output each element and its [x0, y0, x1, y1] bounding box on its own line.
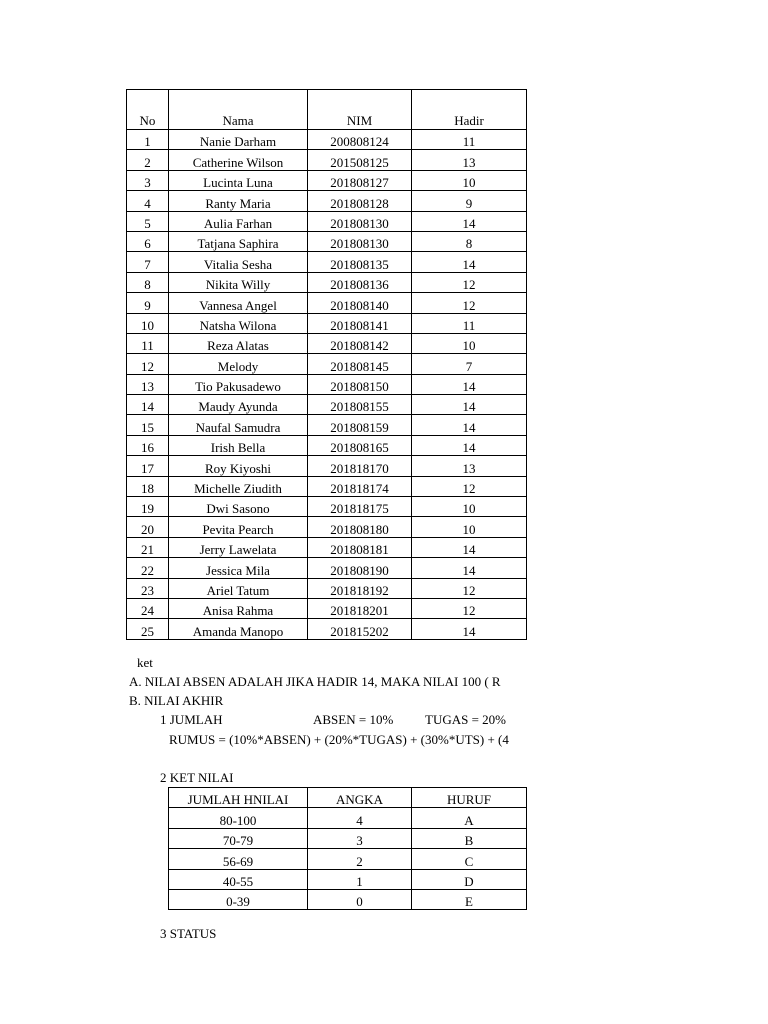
cell-nama: Anisa Rahma — [169, 598, 308, 618]
cell-no: 23 — [127, 578, 169, 598]
cell-hadir: 13 — [412, 150, 527, 170]
cell-nim: 201818174 — [308, 476, 412, 496]
cell-no: 20 — [127, 517, 169, 537]
cell-hadir: 13 — [412, 456, 527, 476]
cell-nama: Pevita Pearch — [169, 517, 308, 537]
cell-nama: Melody — [169, 354, 308, 374]
cell-no: 25 — [127, 619, 169, 639]
cell-hadir: 14 — [412, 537, 527, 557]
cell-hadir: 10 — [412, 497, 527, 517]
cell-nama: Maudy Ayunda — [169, 395, 308, 415]
cell-angka: 0 — [308, 889, 412, 909]
table-row — [169, 889, 527, 909]
cell-no: 1 — [127, 130, 169, 150]
cell-no: 7 — [127, 252, 169, 272]
cell-nim: 201808155 — [308, 395, 412, 415]
table-row — [169, 828, 527, 848]
cell-nim: 201818201 — [308, 598, 412, 618]
cell-hadir: 14 — [412, 374, 527, 394]
cell-jumlah-nilai: 0-39 — [169, 889, 308, 909]
cell-nama: Vannesa Angel — [169, 293, 308, 313]
cell-hadir: 9 — [412, 191, 527, 211]
table-row — [169, 869, 527, 889]
cell-nim: 201815202 — [308, 619, 412, 639]
cell-nama: Jerry Lawelata — [169, 537, 308, 557]
table-row — [127, 211, 527, 231]
cell-nim: 201808136 — [308, 272, 412, 292]
table-row — [127, 537, 527, 557]
cell-nama: Tatjana Saphira — [169, 231, 308, 251]
table-row — [127, 313, 527, 333]
cell-nim: 201808130 — [308, 231, 412, 251]
jumlah-label: 1 JUMLAH — [160, 712, 223, 727]
cell-nim: 201808135 — [308, 252, 412, 272]
table-row — [127, 252, 527, 272]
table-row — [127, 374, 527, 394]
cell-hadir: 14 — [412, 619, 527, 639]
cell-no: 4 — [127, 191, 169, 211]
table-row — [127, 191, 527, 211]
students-header-row — [127, 90, 527, 130]
cell-no: 22 — [127, 558, 169, 578]
table-row — [127, 619, 527, 639]
cell-nama: Michelle Ziudith — [169, 476, 308, 496]
table-row — [127, 456, 527, 476]
cell-hadir: 12 — [412, 476, 527, 496]
header-nim: NIM — [308, 90, 412, 130]
cell-nim: 200808124 — [308, 130, 412, 150]
table-row — [127, 558, 527, 578]
cell-nim: 201808130 — [308, 211, 412, 231]
table-row — [127, 293, 527, 313]
cell-angka: 3 — [308, 828, 412, 848]
cell-angka: 1 — [308, 869, 412, 889]
cell-no: 9 — [127, 293, 169, 313]
cell-hadir: 11 — [412, 313, 527, 333]
cell-nim: 201808140 — [308, 293, 412, 313]
cell-nim: 201808142 — [308, 333, 412, 353]
table-row — [127, 354, 527, 374]
cell-hadir: 14 — [412, 252, 527, 272]
cell-hadir: 7 — [412, 354, 527, 374]
cell-jumlah-nilai: 56-69 — [169, 849, 308, 869]
cell-nama: Ariel Tatum — [169, 578, 308, 598]
cell-hadir: 10 — [412, 517, 527, 537]
cell-jumlah-nilai: 80-100 — [169, 808, 308, 828]
cell-nim: 201808181 — [308, 537, 412, 557]
tugas-weight: TUGAS = 20% — [425, 712, 506, 727]
table-row — [127, 231, 527, 251]
note-line-a: A. NILAI ABSEN ADALAH JIKA HADIR 14, MAKA NILAI 100 ( R — [129, 674, 501, 689]
header-angka: ANGKA — [308, 788, 412, 808]
cell-nim: 201808165 — [308, 435, 412, 455]
table-row — [127, 272, 527, 292]
cell-no: 11 — [127, 333, 169, 353]
cell-no: 12 — [127, 354, 169, 374]
cell-no: 18 — [127, 476, 169, 496]
ket-nilai-label: 2 KET NILAI — [160, 770, 234, 785]
cell-nama: Jessica Mila — [169, 558, 308, 578]
cell-hadir: 12 — [412, 272, 527, 292]
cell-no: 2 — [127, 150, 169, 170]
cell-no: 8 — [127, 272, 169, 292]
header-no: No — [127, 90, 169, 130]
rumus-formula: RUMUS = (10%*ABSEN) + (20%*TUGAS) + (30%*UTS) + (4 — [169, 732, 509, 747]
cell-no: 10 — [127, 313, 169, 333]
cell-nim: 201818170 — [308, 456, 412, 476]
cell-nim: 201808145 — [308, 354, 412, 374]
status-label: 3 STATUS — [160, 926, 217, 941]
cell-nama: Naufal Samudra — [169, 415, 308, 435]
cell-nama: Nanie Darham — [169, 130, 308, 150]
cell-hadir: 14 — [412, 415, 527, 435]
cell-nama: Aulia Farhan — [169, 211, 308, 231]
cell-no: 24 — [127, 598, 169, 618]
cell-no: 13 — [127, 374, 169, 394]
cell-nama: Amanda Manopo — [169, 619, 308, 639]
grades-table — [168, 787, 527, 910]
table-row — [127, 598, 527, 618]
cell-nama: Catherine Wilson — [169, 150, 308, 170]
cell-nim: 201818192 — [308, 578, 412, 598]
students-table-body — [127, 130, 527, 640]
cell-hadir: 8 — [412, 231, 527, 251]
cell-angka: 4 — [308, 808, 412, 828]
ket-label: ket — [137, 655, 153, 670]
cell-no: 5 — [127, 211, 169, 231]
table-row — [127, 333, 527, 353]
table-row — [127, 170, 527, 190]
cell-hadir: 10 — [412, 170, 527, 190]
cell-no: 15 — [127, 415, 169, 435]
cell-jumlah-nilai: 70-79 — [169, 828, 308, 848]
cell-hadir: 11 — [412, 130, 527, 150]
cell-hadir: 12 — [412, 598, 527, 618]
cell-no: 6 — [127, 231, 169, 251]
grades-table-body — [169, 808, 527, 910]
cell-nama: Roy Kiyoshi — [169, 456, 308, 476]
table-row — [127, 415, 527, 435]
header-nama: Nama — [169, 90, 308, 130]
cell-hadir: 12 — [412, 578, 527, 598]
cell-nama: Dwi Sasono — [169, 497, 308, 517]
cell-huruf: C — [412, 849, 527, 869]
table-row — [127, 517, 527, 537]
table-row — [127, 476, 527, 496]
cell-nim: 201808150 — [308, 374, 412, 394]
cell-no: 14 — [127, 395, 169, 415]
students-table — [126, 89, 527, 640]
cell-nama: Tio Pakusadewo — [169, 374, 308, 394]
cell-nim: 201808141 — [308, 313, 412, 333]
table-row — [127, 395, 527, 415]
table-row — [127, 578, 527, 598]
table-row — [127, 435, 527, 455]
cell-nim: 201808190 — [308, 558, 412, 578]
cell-jumlah-nilai: 40-55 — [169, 869, 308, 889]
grades-header-row — [169, 788, 527, 808]
cell-nama: Natsha Wilona — [169, 313, 308, 333]
table-row — [127, 130, 527, 150]
table-row — [127, 150, 527, 170]
table-row — [127, 497, 527, 517]
cell-huruf: D — [412, 869, 527, 889]
cell-nim: 201818175 — [308, 497, 412, 517]
table-row — [169, 849, 527, 869]
cell-huruf: B — [412, 828, 527, 848]
cell-no: 3 — [127, 170, 169, 190]
header-hadir: Hadir — [412, 90, 527, 130]
cell-hadir: 10 — [412, 333, 527, 353]
cell-nama: Reza Alatas — [169, 333, 308, 353]
cell-huruf: A — [412, 808, 527, 828]
cell-hadir: 14 — [412, 558, 527, 578]
cell-hadir: 14 — [412, 395, 527, 415]
absen-weight: ABSEN = 10% — [313, 712, 394, 727]
note-line-b: B. NILAI AKHIR — [129, 693, 224, 708]
cell-no: 19 — [127, 497, 169, 517]
cell-nama: Ranty Maria — [169, 191, 308, 211]
cell-nama: Vitalia Sesha — [169, 252, 308, 272]
table-row — [169, 808, 527, 828]
cell-angka: 2 — [308, 849, 412, 869]
cell-hadir: 14 — [412, 211, 527, 231]
cell-nama: Lucinta Luna — [169, 170, 308, 190]
cell-nim: 201808127 — [308, 170, 412, 190]
cell-no: 16 — [127, 435, 169, 455]
cell-no: 17 — [127, 456, 169, 476]
cell-nama: Nikita Willy — [169, 272, 308, 292]
cell-nim: 201808159 — [308, 415, 412, 435]
header-jumlah-nilai: JUMLAH HNILAI — [169, 788, 308, 808]
cell-nim: 201508125 — [308, 150, 412, 170]
cell-no: 21 — [127, 537, 169, 557]
cell-huruf: E — [412, 889, 527, 909]
cell-hadir: 12 — [412, 293, 527, 313]
cell-hadir: 14 — [412, 435, 527, 455]
cell-nama: Irish Bella — [169, 435, 308, 455]
cell-nim: 201808180 — [308, 517, 412, 537]
cell-nim: 201808128 — [308, 191, 412, 211]
header-huruf: HURUF — [412, 788, 527, 808]
